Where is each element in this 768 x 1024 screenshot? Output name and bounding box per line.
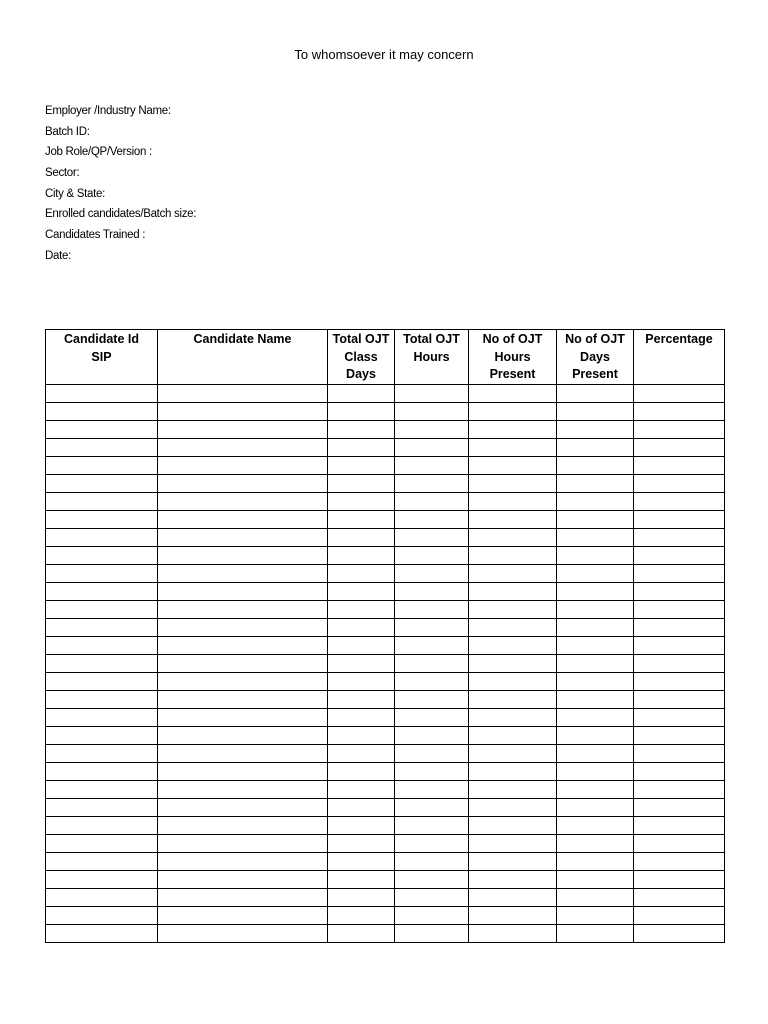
table-cell [158,690,328,708]
table-cell [469,906,557,924]
table-cell [557,492,634,510]
table-cell [634,672,725,690]
table-cell [634,780,725,798]
table-cell [469,492,557,510]
table-cell [158,384,328,402]
table-cell [46,744,158,762]
table-cell [395,762,469,780]
table-cell [557,546,634,564]
table-cell [158,474,328,492]
table-cell [557,654,634,672]
table-cell [634,456,725,474]
table-cell [46,546,158,564]
table-cell [158,798,328,816]
header-total-ojt-class-days: Total OJT Class Days [328,330,395,385]
table-cell [46,906,158,924]
table-cell [557,384,634,402]
table-cell [634,690,725,708]
table-cell [634,654,725,672]
table-cell [469,546,557,564]
header-candidate-id: Candidate Id SIP [46,330,158,385]
table-cell [46,834,158,852]
table-cell [395,654,469,672]
table-cell [395,438,469,456]
table-cell [158,870,328,888]
table-cell [46,420,158,438]
table-cell [46,564,158,582]
table-cell [158,510,328,528]
table-cell [158,600,328,618]
table-cell [634,744,725,762]
table-row [46,546,725,564]
table-cell [46,384,158,402]
table-cell [557,708,634,726]
table-cell [557,870,634,888]
table-cell [634,546,725,564]
table-cell [328,816,395,834]
header-ojt-days-present: No of OJT Days Present [557,330,634,385]
table-cell [557,690,634,708]
table-cell [469,618,557,636]
table-cell [46,636,158,654]
table-cell [469,834,557,852]
table-cell [557,600,634,618]
table-row [46,456,725,474]
table-cell [395,510,469,528]
table-cell [328,744,395,762]
table-cell [46,672,158,690]
city-state-label: City & State: [45,187,106,200]
table-cell [469,924,557,942]
table-row [46,906,725,924]
table-cell [395,798,469,816]
table-cell [328,870,395,888]
table-cell [395,546,469,564]
table-cell [158,726,328,744]
table-cell [557,564,634,582]
table-cell [634,528,725,546]
table-cell [395,834,469,852]
table-cell [557,744,634,762]
table-cell [395,888,469,906]
table-cell [557,798,634,816]
table-cell [557,582,634,600]
table-cell [634,870,725,888]
table-cell [395,564,469,582]
table-cell [328,402,395,420]
table-cell [469,402,557,420]
table-cell [46,708,158,726]
table-cell [557,780,634,798]
table-cell [469,582,557,600]
table-cell [158,762,328,780]
table-cell [469,852,557,870]
table-cell [46,798,158,816]
table-cell [328,492,395,510]
table-cell [634,510,725,528]
table-cell [328,780,395,798]
table-row [46,762,725,780]
table-cell [634,924,725,942]
table-cell [395,636,469,654]
table-cell [46,402,158,420]
table-cell [328,654,395,672]
table-row [46,564,725,582]
table-cell [469,798,557,816]
table-cell [328,888,395,906]
table-cell [46,816,158,834]
table-cell [46,492,158,510]
table-cell [328,564,395,582]
table-cell [634,600,725,618]
table-cell [557,438,634,456]
table-cell [469,726,557,744]
candidates-trained-label: Candidates Trained : [45,229,146,242]
table-cell [469,528,557,546]
table-cell [634,798,725,816]
table-cell [469,474,557,492]
table-row [46,474,725,492]
table-cell [158,438,328,456]
table-cell [158,582,328,600]
table-cell [46,438,158,456]
batch-id-label: Batch ID: [45,125,90,138]
table-cell [469,384,557,402]
table-cell [634,384,725,402]
table-cell [328,690,395,708]
table-cell [634,618,725,636]
table-cell [158,852,328,870]
table-cell [395,708,469,726]
table-cell [395,456,469,474]
table-cell [634,564,725,582]
date-label: Date: [45,249,71,262]
table-cell [634,402,725,420]
table-row [46,870,725,888]
table-cell [46,780,158,798]
table-cell [634,852,725,870]
table-cell [557,402,634,420]
table-cell [46,888,158,906]
table-row [46,708,725,726]
table-cell [46,870,158,888]
table-row [46,654,725,672]
table-cell [557,924,634,942]
table-cell [557,852,634,870]
table-cell [328,438,395,456]
table-row [46,690,725,708]
table-cell [158,888,328,906]
table-cell [557,456,634,474]
table-cell [158,708,328,726]
table-cell [469,762,557,780]
table-cell [395,924,469,942]
table-cell [469,600,557,618]
table-cell [469,564,557,582]
table-cell [557,762,634,780]
table-cell [328,600,395,618]
table-cell [46,510,158,528]
table-cell [46,474,158,492]
table-cell [395,906,469,924]
table-cell [158,744,328,762]
header-candidate-name: Candidate Name [158,330,328,385]
table-cell [634,834,725,852]
table-cell [395,384,469,402]
table-cell [395,420,469,438]
table-row [46,582,725,600]
table-cell [328,618,395,636]
table-cell [328,510,395,528]
table-cell [469,708,557,726]
table-cell [158,924,328,942]
table-cell [469,420,557,438]
table-cell [328,474,395,492]
table-cell [469,456,557,474]
table-cell [557,816,634,834]
table-cell [46,618,158,636]
table-cell [328,924,395,942]
table-cell [328,762,395,780]
table-cell [46,762,158,780]
table-cell [46,456,158,474]
attendance-table [45,329,725,943]
header-percentage: Percentage [634,330,725,385]
table-cell [395,474,469,492]
table-row [46,816,725,834]
table-cell [158,492,328,510]
table-cell [395,780,469,798]
table-cell [634,474,725,492]
table-cell [469,690,557,708]
table-cell [158,618,328,636]
table-cell [469,672,557,690]
table-cell [46,654,158,672]
table-cell [395,870,469,888]
employer-name-label: Employer /Industry Name: [45,105,171,117]
table-cell [634,762,725,780]
table-cell [469,816,557,834]
table-cell [634,492,725,510]
table-cell [395,744,469,762]
table-cell [557,528,634,546]
table-cell [395,816,469,834]
table-cell [328,708,395,726]
table-cell [634,906,725,924]
table-cell [557,906,634,924]
table-cell [634,582,725,600]
table-cell [46,924,158,942]
table-header-row [46,330,725,385]
table-row [46,798,725,816]
table-cell [469,870,557,888]
table-cell [557,726,634,744]
table-row [46,618,725,636]
table-cell [328,456,395,474]
table-cell [158,816,328,834]
table-row [46,780,725,798]
table-cell [469,780,557,798]
table-cell [328,906,395,924]
table-row [46,888,725,906]
table-cell [158,672,328,690]
table-cell [158,834,328,852]
table-cell [557,510,634,528]
table-cell [395,618,469,636]
table-cell [328,726,395,744]
table-cell [469,636,557,654]
table-cell [634,636,725,654]
table-row [46,834,725,852]
details-fields [45,102,196,268]
table-cell [158,528,328,546]
table-row [46,528,725,546]
table-cell [328,546,395,564]
table-cell [328,798,395,816]
table-cell [328,582,395,600]
job-role-label: Job Role/QP/Version : [45,146,152,159]
table-cell [328,834,395,852]
table-cell [328,672,395,690]
table-cell [395,402,469,420]
table-row [46,600,725,618]
table-row [46,744,725,762]
table-cell [557,672,634,690]
table-row [46,492,725,510]
table-row [46,852,725,870]
table-cell [634,816,725,834]
table-row [46,402,725,420]
table-cell [469,438,557,456]
table-cell [469,744,557,762]
sector-label: Sector: [45,167,80,180]
table-cell [469,510,557,528]
table-cell [557,420,634,438]
table-cell [395,672,469,690]
table-cell [46,600,158,618]
table-cell [46,582,158,600]
table-cell [158,564,328,582]
table-cell [634,438,725,456]
table-cell [395,690,469,708]
table-row [46,510,725,528]
table-cell [557,888,634,906]
table-cell [634,708,725,726]
table-body [46,384,725,942]
header-total-ojt-hours: Total OJT Hours [395,330,469,385]
table-row [46,726,725,744]
table-cell [395,600,469,618]
table-cell [158,546,328,564]
table-cell [46,690,158,708]
table-cell [395,528,469,546]
table-cell [395,492,469,510]
table-row [46,636,725,654]
table-cell [158,402,328,420]
table-cell [557,474,634,492]
table-cell [328,636,395,654]
table-cell [557,834,634,852]
table-cell [158,906,328,924]
table-cell [46,726,158,744]
table-row [46,384,725,402]
table-cell [328,420,395,438]
table-cell [395,582,469,600]
table-cell [557,636,634,654]
table-cell [395,726,469,744]
table-cell [395,852,469,870]
table-cell [469,888,557,906]
table-cell [158,654,328,672]
enrolled-candidates-label: Enrolled candidates/Batch size: [45,208,197,221]
table-cell [634,726,725,744]
table-row [46,672,725,690]
page-title: To whomsoever it may concern [294,47,474,62]
table-cell [557,618,634,636]
table-cell [158,456,328,474]
table-cell [46,528,158,546]
table-cell [469,654,557,672]
table-cell [328,528,395,546]
table-cell [634,420,725,438]
table-row [46,420,725,438]
table-cell [634,888,725,906]
table-cell [328,852,395,870]
table-row [46,438,725,456]
table-cell [158,780,328,798]
table-cell [328,384,395,402]
table-cell [46,852,158,870]
table-row [46,924,725,942]
header-ojt-hours-present: No of OJT Hours Present [469,330,557,385]
table-cell [158,636,328,654]
table-cell [158,420,328,438]
